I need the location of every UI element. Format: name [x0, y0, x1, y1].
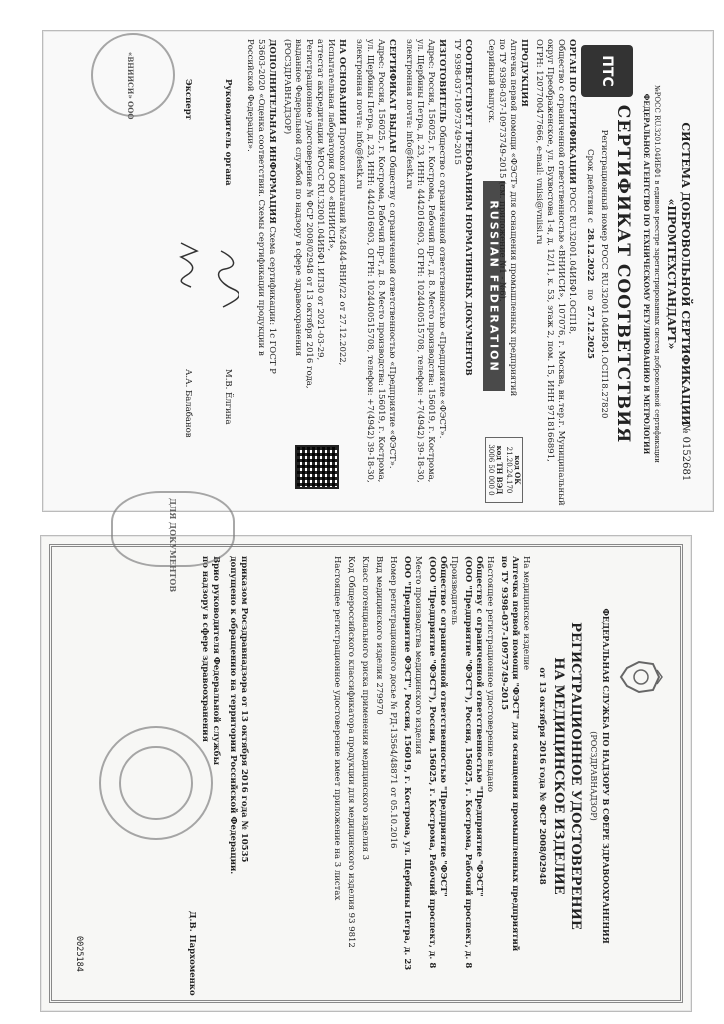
registration-number: Регистрационный номер РОСС RU.З2001.04ИБФ1.ОСП18.27820: [599, 129, 609, 419]
basis-block: НА ОСНОВАНИИ Протокол испытаний №24844-ВНИ/22 от 27.12.2022, Испытательная лаборатория ООО «ВНИИСИ», аттестат аккредитации №РОСС RU.З2001.04ИБФ1.ИЛ30 от 2021-03-29, Регистрационное удостоверение № ФСР 2008/02948 от 13 октября 2016 года, выданное Федеральной службой по надзору в сфере здравоохранения (РОСЗДРАВНАДЗОР): [282, 39, 347, 389]
certification-body: ОРГАН ПО СЕРТИФИКАЦИИ РОСС RU.З2001.04ИБФ1.ОСП18, Общество с ограниченной ответственностью «ВНИИСИ», 107076, г. Москва, вн.тер.г. Муниципальный округ Преображенское, ул. Бухвостова 1-я, д. 12/11, к. 53, этаж 2, пом. 15, ИНН 9718166891, ОГРН: 1207700477666, e-mail: vniisi@vniisi.ru: [534, 39, 577, 506]
order-line: допущено к обращению на территории Российской Федерации.: [228, 556, 238, 875]
head-title: Врио руководителя Федеральной службы: [211, 556, 221, 766]
registration-line: Аптечка первой помощи "ФЭСТ" для оснащения промышленных предприятий: [510, 556, 520, 952]
agency-line: ФЕДЕРАЛЬНОЕ АГЕНТСТВО ПО ТЕХНИЧЕСКОМУ РЕГУЛИРОВАНИЮ И МЕТРОЛОГИИ: [642, 93, 651, 455]
registration-line: Производитель: [449, 556, 459, 625]
signature-mark: [217, 249, 239, 309]
round-seal-inner: [119, 746, 193, 820]
signature-mark: [177, 239, 201, 289]
head-name: Д.В. Пархоменко: [187, 911, 197, 996]
head-signatory: М.В. Ёлгина: [223, 369, 233, 425]
head-title: по надзору в сфере здравоохранения: [200, 556, 210, 742]
form-number: 0025184: [74, 936, 84, 972]
registration-body: [331, 556, 531, 996]
codes-box: код ОК 21.20.24.170 код ТН ВЭД 3006 50 000 0: [485, 437, 523, 503]
system-name: «ПРОМТЕХСТАНДАРТ»: [665, 198, 678, 350]
conformity-content: [65, 39, 695, 509]
registration-line: Класс потенциального риска применения медицинского изделия 3: [360, 556, 370, 861]
registration-certificate: [40, 535, 692, 1012]
registration-line: Общество с ограниченной ответственностью "Предприятие "ФЭСТ": [438, 556, 448, 897]
stamp-text: ДЛЯ ДОКУМЕНТОВ: [168, 498, 178, 593]
qr-code: [295, 445, 339, 489]
registry-line: №РОСС RU.З201.04ИБФ1 в едином реестре зарегистрированных систем добровольной сертификации: [653, 85, 661, 463]
document-title: СЕРТИФИКАТ СООТВЕТСТВИЯ: [613, 104, 633, 444]
agency-name: ФЕДЕРАЛЬНАЯ СЛУЖБА ПО НАДЗОРУ В СФЕРЕ ЗДРАВООХРАНЕНИЯ: [601, 608, 611, 944]
issued-to-block: СЕРТИФИКАТ ВЫДАН Обществу с ограниченной ответственностью «Предприятие «ФЭСТ». Адрес: Россия, 156025, г. Кострома, Рабочий пр-т, д. 8. Место производства: 156019, г. Кострома, ул. Щербины Петра, д. 23, ИНН: 4442016903, ОГРН: 1024400515708, телефон: +7(4942) 39-18-30, электронная почта: info@festk.ru: [354, 39, 397, 483]
validity-period: Срок действия с 28.12.2022 по 27.12.2025: [585, 149, 595, 359]
expert-signatory: А.А. Балабанов: [183, 369, 193, 438]
system-title: СИСТЕМА ДОБРОВОЛЬНОЙ СЕРТИФИКАЦИИ: [679, 122, 692, 426]
standards-block: СООТВЕТСТВУЕТ ТРЕБОВАНИЯМ НОРМАТИВНЫХ ДОКУМЕНТОВ ТУ 9398-037-10973749-2015: [452, 39, 473, 376]
extra-info-block: ДОПОЛНИТЕЛЬНАЯ ИНФОРМАЦИЯ Схема сертификации: 1с ГОСТ Р 53603-2020 «Оценка соответствия. Схемы сертификации продукции в Российской Федерации».: [245, 39, 277, 374]
emblem-icon: [617, 656, 663, 698]
russian-federation-banner: RUSSIAN FEDERATION: [483, 181, 505, 391]
registration-line: Вид медицинского изделия 279970: [374, 556, 384, 715]
product-block: ПРОДУКЦИЯ Аптечка первой помощи «ФЭСТ» для оснащения промышленных предприятий по ТУ 9398-037-10973749-2015 (см. приложение №1 - №6). Серийный выпуск.: [486, 39, 529, 397]
registration-subtitle: НА МЕДИЦИНСКОЕ ИЗДЕЛИЕ: [551, 657, 566, 895]
head-label: Руководитель органа: [223, 79, 233, 186]
registration-line: Номер регистрационного досье № РД-13564/48871 от 05.10.2016: [388, 556, 398, 849]
registration-line: Настоящее регистрационное удостоверение выдано: [485, 556, 495, 792]
order-line: приказом Росздравнадзора от 13 октября 2016 года № 10535: [239, 556, 249, 863]
seal-text: «ВНИИСИ» ООО: [126, 52, 135, 120]
expert-label: Эксперт: [183, 79, 193, 120]
serial-number: № 0152681: [680, 424, 691, 482]
pts-logo: ПТС: [581, 45, 633, 97]
registration-date: от 13 октября 2016 года № ФСР 2008/02948: [537, 667, 547, 885]
registration-line: (ООО "Предприятие "ФЭСТ"), Россия, 156025, г. Кострома, Рабочий проспект, д. 8: [427, 556, 437, 969]
registration-line: Место производства медицинского изделия: [413, 556, 423, 755]
registration-title: РЕГИСТРАЦИОННОЕ УДОСТОВЕРЕНИЕ: [568, 622, 583, 930]
manufacturer-block: ИЗГОТОВИТЕЛЬ Общество с ограниченной ответственностью «Предприятие «ФЭСТ». Адрес: Россия, 156025, г. Кострома, Рабочий пр-т, д. 8. Место производства: 156019, г. Кострома, ул. Щербины Петра, д. 23, ИНН: 4442016903, ОГРН: 1024400515708, телефон: +7(4942) 39-18-30, электронная почта: info@festk.ru: [404, 39, 447, 483]
registration-line: Обществу с ограниченной ответственностью "Предприятие "ФЭСТ": [474, 556, 484, 897]
registration-line: Настоящее регистрационное удостоверение имеет приложение на 3 листах: [332, 556, 342, 901]
registration-line: (ООО "Предприятие "ФЭСТ"), Россия, 156025, г. Кострома, Рабочий проспект, д. 8: [463, 556, 473, 969]
agency-short: (РОСЗДРАВНАДЗОР): [589, 731, 598, 821]
registration-line: Код Общероссийского классификатора продукции для медицинского изделия 93 9812: [346, 556, 356, 948]
registration-line: ООО "Предприятие ФЭСТ", Россия, 156019, г. Кострома, ул. Щербины Петра, д. 23: [402, 556, 412, 971]
registration-line: На медицинское изделие: [521, 556, 531, 671]
registration-line: по ТУ 9398-037-10973749-2015: [499, 556, 509, 710]
